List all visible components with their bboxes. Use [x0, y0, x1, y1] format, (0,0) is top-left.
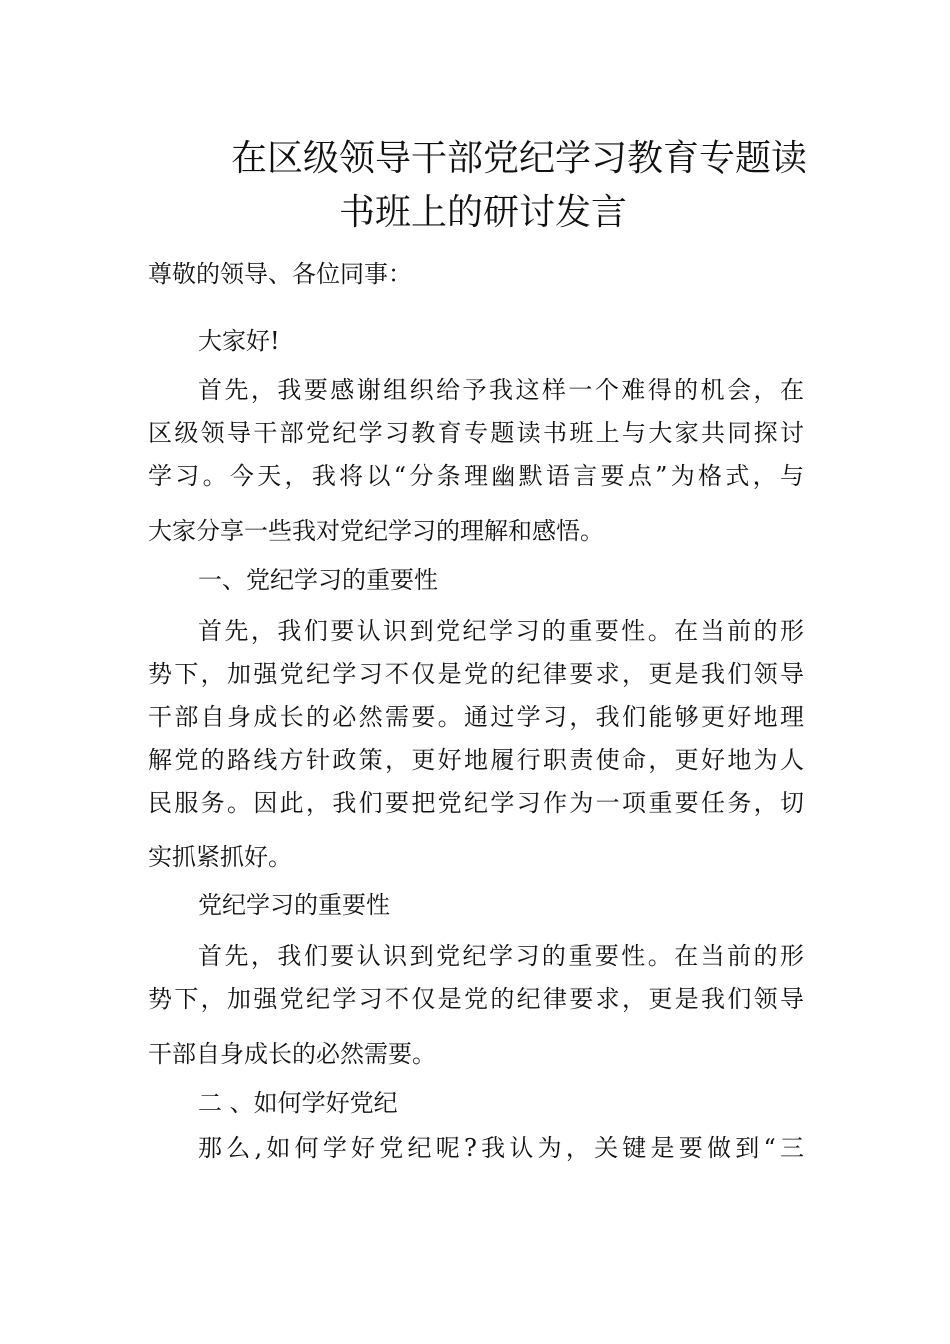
document-title-line-1: 在区级领导干部党纪学习教育专题读	[231, 138, 808, 179]
paragraph-3-line-2: 势下，加强党纪学习不仅是党的纪律要求，更是我们领导	[148, 985, 804, 1013]
paragraph-2-line-5: 民服务。因此，我们要把党纪学习作为一项重要任务，切	[148, 789, 804, 817]
paragraph-1-line-2: 区级领导干部党纪学习教育专题读书班上与大家共同探讨	[148, 419, 804, 447]
salutation: 尊敬的领导、各位同事：	[148, 260, 412, 288]
document-title-line-2: 书班上的研讨发言	[339, 192, 628, 233]
section-heading-1: 一、党纪学习的重要性	[198, 566, 438, 594]
paragraph-2-line-2: 势下，加强党纪学习不仅是党的纪律要求，更是我们领导	[148, 660, 804, 688]
paragraph-3-line-1: 首先，我们要认识到党纪学习的重要性。在当前的形	[198, 942, 804, 970]
paragraph-1-line-1: 首先，我要感谢组织给予我这样一个难得的机会，在	[198, 376, 804, 404]
paragraph-2-line-1: 首先，我们要认识到党纪学习的重要性。在当前的形	[198, 617, 804, 645]
greeting: 大家好!	[198, 327, 280, 355]
section-heading-2: 二 、如何学好党纪	[198, 1089, 398, 1117]
paragraph-2-line-6: 实抓紧抓好。	[148, 843, 292, 871]
section-subheading: 党纪学习的重要性	[198, 891, 390, 919]
paragraph-3-line-3: 干部自身成长的必然需要。	[148, 1040, 436, 1068]
paragraph-1-line-3: 学习。今天，我将以“分条理幽默语言要点”为格式，与	[148, 462, 804, 490]
paragraph-2-line-4: 解党的路线方针政策，更好地履行职责使命，更好地为人	[148, 746, 804, 774]
paragraph-1-line-4: 大家分享一些我对党纪学习的理解和感悟。	[148, 517, 604, 545]
paragraph-4-line-1: 那么,如何学好党纪呢?我认为，关键是要做到“三	[198, 1134, 804, 1162]
paragraph-2-line-3: 干部自身成长的必然需要。通过学习，我们能够更好地理	[148, 703, 804, 731]
